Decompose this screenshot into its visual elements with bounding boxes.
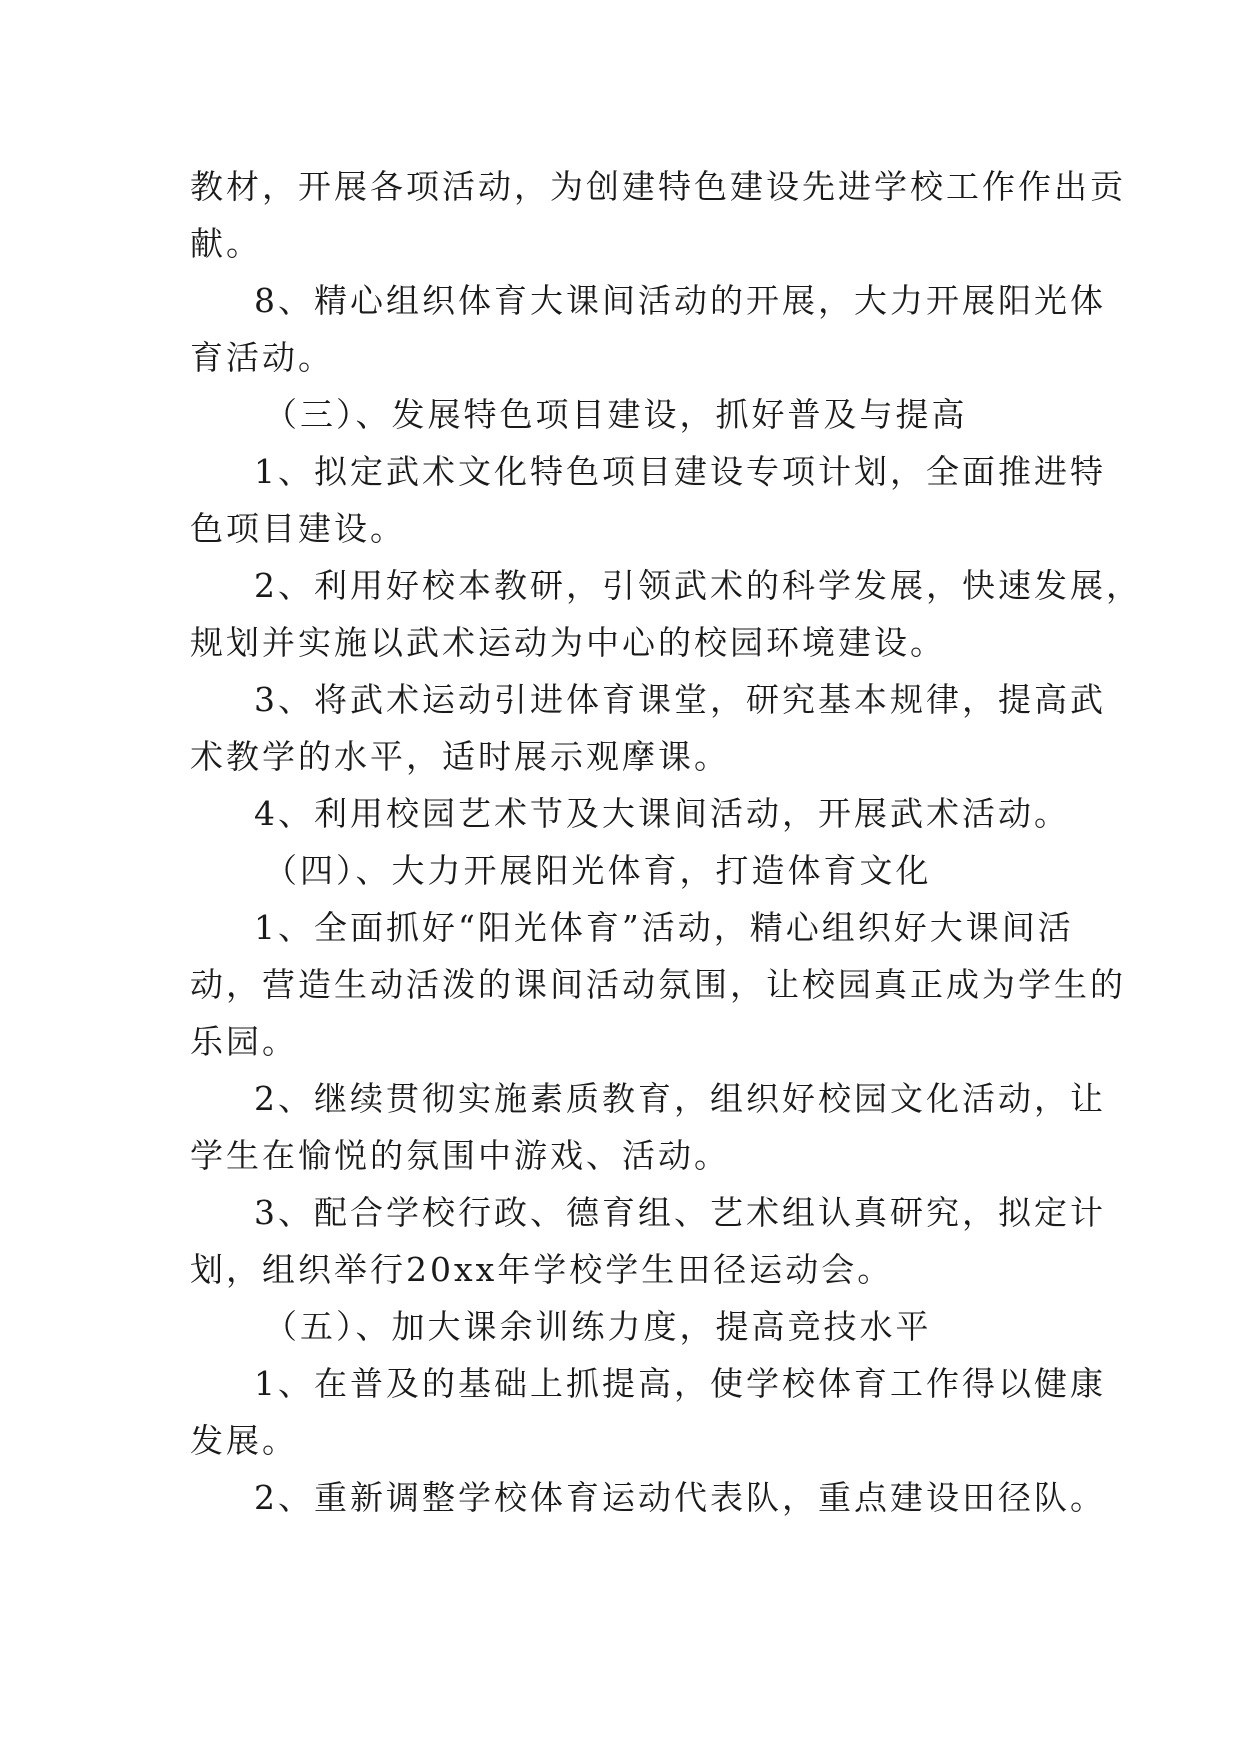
list-item-line: 3、配合学校行政、德育组、艺术组认真研究，拟定计 xyxy=(254,1193,1106,1232)
paragraph-line: 术教学的水平，适时展示观摩课。 xyxy=(190,737,730,776)
list-item-line: 2、继续贯彻实施素质教育，组织好校园文化活动，让 xyxy=(254,1079,1106,1118)
paragraph-line: 育活动。 xyxy=(190,338,334,377)
list-item-line: 1、全面抓好“阳光体育”活动，精心组织好大课间活 xyxy=(254,908,1074,947)
section-heading: （四）、大力开展阳光体育，打造体育文化 xyxy=(264,851,932,890)
list-item-line: 3、将武术运动引进体育课堂，研究基本规律，提高武 xyxy=(254,680,1106,719)
section-heading: （五）、加大课余训练力度，提高竞技水平 xyxy=(264,1307,932,1346)
paragraph-line: 动，营造生动活泼的课间活动氛围，让校园真正成为学生的 xyxy=(190,965,1126,1004)
section-heading: （三）、发展特色项目建设，抓好普及与提高 xyxy=(264,395,968,434)
paragraph-line: 规划并实施以武术运动为中心的校园环境建设。 xyxy=(190,623,946,662)
paragraph-line: 教材，开展各项活动，为创建特色建设先进学校工作作出贡 xyxy=(190,167,1126,206)
paragraph-line: 色项目建设。 xyxy=(190,509,406,548)
list-item-line: 2、重新调整学校体育运动代表队，重点建设田径队。 xyxy=(254,1478,1106,1517)
list-item-line: 4、利用校园艺术节及大课间活动，开展武术活动。 xyxy=(254,794,1070,833)
list-item-line: 1、在普及的基础上抓提高，使学校体育工作得以健康 xyxy=(254,1364,1106,1403)
list-item-line: 2、利用好校本教研，引领武术的科学发展，快速发展， xyxy=(254,566,1142,605)
paragraph-line: 乐园。 xyxy=(190,1022,298,1061)
list-item-line: 8、精心组织体育大课间活动的开展，大力开展阳光体 xyxy=(254,281,1106,320)
paragraph-line: 发展。 xyxy=(190,1421,298,1460)
list-item-line: 1、拟定武术文化特色项目建设专项计划，全面推进特 xyxy=(254,452,1106,491)
paragraph-line: 学生在愉悦的氛围中游戏、活动。 xyxy=(190,1136,730,1175)
paragraph-line: 划，组织举行20xx年学校学生田径运动会。 xyxy=(190,1250,894,1289)
paragraph-line: 献。 xyxy=(190,224,262,263)
